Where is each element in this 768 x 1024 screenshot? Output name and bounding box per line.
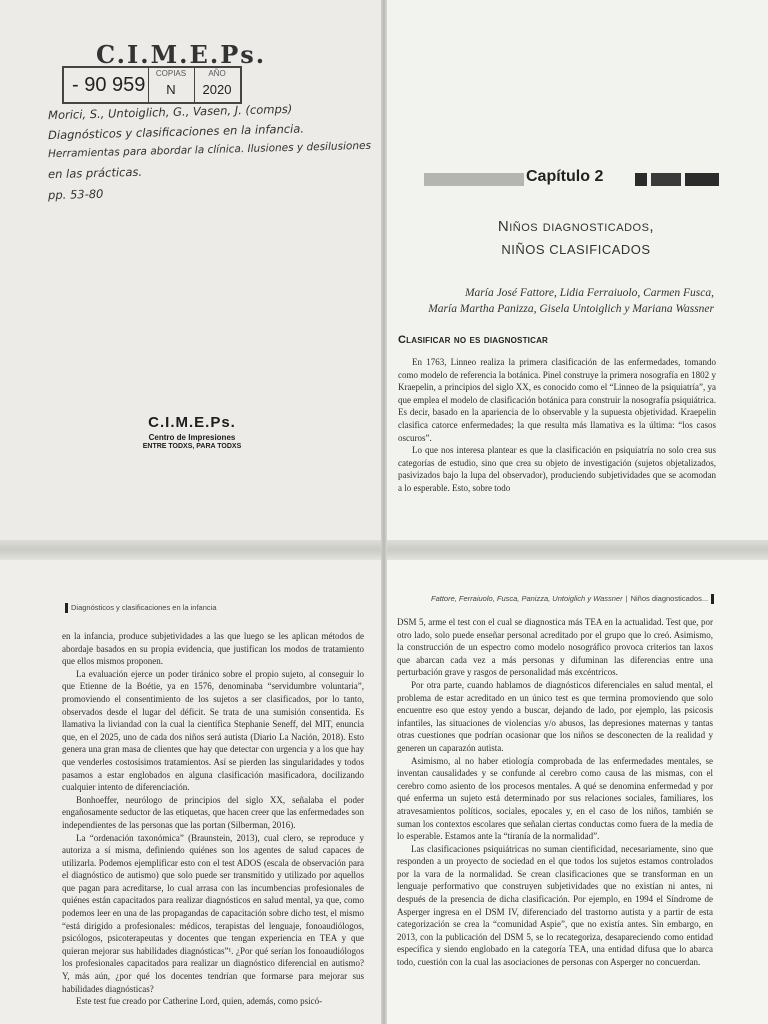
chapter-authors-line1: María José Fattore, Lidia Ferraiuolo, Carmen Fusca, bbox=[464, 287, 714, 299]
handwritten-note-line: en las prácticas. bbox=[47, 164, 143, 182]
running-head-text: Diagnósticos y clasificaciones en la infancia bbox=[71, 603, 217, 612]
paragraph: La “ordenación taxonómica” (Braunstein, 2013), cual clero, se reproduce y autoriza a sí misma, definiendo quiénes son los agentes de salud capaces de utilizarla. Podemos ejemplificar esto con el test ADOS (escala de observación para el diagnóstico de autismo) que solo puede ser transmitido y utilizado por aquellos que pagan para acreditarse, lo cual arrasa con las incumbencias profesionales de quiénes están capacitados para realizar diagnósticos en salud mental, ya que, como podemos leer en una de las propagandas de capacitación sobre dicho test, el mismo “está dirigido a profesionales: médicos, terapistas del lenguaje, fonoaudiólogos, psicólogos, psicoterapeutas y docentes que tengan experiencia en TEA y que quieran mejorar sus habilidades diagnósticas”¹. ¿Por qué serían los fonoaudiólogos los profesionales capacitados para realizar un diagnóstico diferencial en autismo? Y, más aún, ¿por qué los docentes tendrían que formarse para mejorar sus habilidades diagnósticas? bbox=[62, 832, 364, 994]
chapter-authors-line2: María Martha Panizza, Gisela Untoiglich y Mariana Wassner bbox=[428, 303, 714, 315]
handwritten-note-line: Morici, S., Untoiglich, G., Vasen, J. (comps) bbox=[47, 101, 293, 123]
right-page-body bbox=[397, 616, 713, 1022]
paragraph: Asimismo, al no haber etiología comprobada de las enfermedades mentales, se inventan causalidades y se confunde al cerebro como causa de las mismas, con el cerebro como asiento de los procesos mentales. A qué se denomina enfermedad y por qué enferma un sujeto está determinado por sus relaciones sociales, familiares, los atravesamientos políticos, sociales, epocales y, en el caso de los niños, también se suman los contextos escolares que señalan ciertas conductas como fuera de la media de lo esperable. Estamos ante la “tiranía de la normalidad”. bbox=[397, 755, 713, 842]
running-head-title: Niños diagnosticados... bbox=[630, 594, 709, 603]
stamp-copies-value: N bbox=[166, 82, 176, 97]
paragraph: En 1763, Linneo realiza la primera clasificación de las enfermedades, tomando como modelo de referencia la botánica. Pinel construye la primera nosografía en 1802 y Kraepelin, a principios del siglo XX, es conocido como el “Linneo de la psiquiatría”, ya que emplea el modelo de clasificación botánica para construir la nosografía psiquiátrica. Es decir, basado en la apariencia de lo observable y la supuesta objetividad. Kraepelin clasifica catorce enfermedades; la que resulta más llamativa es la última: “los casos oscuros”. bbox=[398, 357, 716, 443]
running-head-marker bbox=[65, 603, 68, 613]
section-heading: Clasificar no es diagnosticar bbox=[398, 334, 549, 346]
stamp-copies-label: COPIAS bbox=[155, 69, 187, 78]
paragraph: en la infancia, produce subjetividades a las que luego se les aplican métodos de abordaje basados en su propia evidencia, que justifican los modos de tratamiento que ellos mismos proponen. bbox=[62, 631, 364, 667]
running-head-authors: Fattore, Ferraiuolo, Fusca, Panizza, Untoiglich y Wassner bbox=[431, 594, 623, 603]
cimeps-name: C.I.M.E.Ps. bbox=[148, 414, 236, 431]
page-left bbox=[0, 560, 383, 1024]
chapter-bar-block bbox=[635, 173, 647, 186]
paragraph: Las clasificaciones psiquiátricas no suman cientificidad, necesariamente, sino que responden a un proyecto de sociedad en el que todos los sujetos estamos controlados por la vara de la normalidad. Se crean clasificaciones que se transforman en un lenguaje performativo que construyen subjetividades que no existían ni antes, ni después de la presencia de dicha clasificación. Por ejemplo, en 1994 el Síndrome de Asperger ingresa en el DSM IV, diferenciado del trastorno autista y a partir de esta categorización se crea la “comunidad Aspie”, que no existía antes. Sin embargo, en 2013, con la publicación del DSM 5, se lo recategoriza, desapareciendo como entidad específica y siendo englobado en la categoría TEA, una entidad difusa que lo abarca todo, cuestión con la cual las asociaciones de personas con Asperger no concuerdan. bbox=[397, 843, 713, 968]
running-head bbox=[62, 603, 217, 613]
stamp-number: - 90 959 bbox=[72, 74, 146, 96]
library-stamp bbox=[62, 66, 242, 104]
cimeps-subtitle: Centro de Impresiones bbox=[148, 433, 236, 442]
chapter-title-line2: NIÑOS CLASIFICADOS bbox=[501, 242, 651, 257]
paragraph: La evaluación ejerce un poder tiránico sobre el propio sujeto, al conseguir lo que Etienne de la Boétie, ya en 1576, denominaba “servidumbre voluntaria”, promoviendo el consentimiento de los sujetos a ser clasificados, por lo tanto, observados desde el lugar del déficit. Se trata de una sumisión consentida. Es llamativa la liviandad con la cual la científica Stephanie Seneff, del MIT, enuncia que, en el 2025, uno de cada dos niños será autista (Diario La Nación, 2018). Esto genera una gran masa de clientes que hay que detectar con urgencia y a los que hay que venderles costosísimos tratamientos. Así se pierden las singularidades y todos pasamos a estar englobados en alguna clasificación masificadora, docilizando cualquier intento de diferenciación. bbox=[62, 668, 364, 793]
stamp-year-label: AÑO bbox=[208, 69, 226, 78]
stamp-title: C.I.M.E.Ps. bbox=[96, 40, 267, 69]
book-gutter bbox=[381, 0, 387, 1024]
chapter-body-text bbox=[398, 356, 716, 532]
paragraph: DSM 5, arme el test con el cual se diagnostica más TEA en la actualidad. Test que, por otro lado, solo puede enseñar personal acreditado por el grupo que lo creó. Asimismo, la construcción de un espectro como modelo nosográfico provoca criterios tan laxos que abarcan cada vez a más personas y difuminan las diferencias entre una perturbación grave y rasgos de personalidad más excéntricos. bbox=[397, 617, 713, 678]
handwritten-note-line: pp. 53-80 bbox=[47, 186, 104, 203]
running-head bbox=[431, 594, 717, 604]
chapter-label: Capítulo 2 bbox=[526, 168, 604, 185]
paragraph: Lo que nos interesa plantear es que la clasificación en psiquiatría no solo crea sus categorías de estudio, sino que crea su objeto de investigación (sujetos objetalizados, pasivizados bajo la lupa del observador), produciendo subjetividades que se acomodan a lo esperable. Esto, sobre todo bbox=[398, 445, 716, 493]
paragraph: Este test fue creado por Catherine Lord, quien, además, como psicó- bbox=[76, 996, 323, 1007]
paragraph: Por otra parte, cuando hablamos de diagnósticos diferenciales en salud mental, el problema de estar acreditado en un único test es que termina promoviendo que solo encuentre eso que estoy yendo a buscar, dejando de lado, por ejemplo, las psicosis infantiles, las situaciones de violencias y/o abusos, las depresiones maternas y tantas otras cuestiones que podrían ocasionar que los niños se desconecten de la realidad y generen un caparazón autista. bbox=[397, 679, 713, 753]
stamp-year-cell bbox=[194, 68, 239, 102]
running-head-marker bbox=[711, 594, 714, 604]
running-head-divider: | bbox=[625, 594, 628, 603]
chapter-bar-left bbox=[424, 173, 524, 186]
chapter-bar-block bbox=[651, 173, 681, 186]
stamp-copies-cell bbox=[148, 68, 193, 102]
cimeps-motto: ENTRE TODXS, PARA TODXS bbox=[142, 443, 242, 450]
chapter-bar-block bbox=[685, 173, 719, 186]
title-page-left bbox=[0, 0, 384, 540]
stamp-year-value: 2020 bbox=[202, 82, 232, 97]
page-right bbox=[387, 560, 768, 1024]
paragraph: Bonhoeffer, neurólogo de principios del siglo XX, señalaba el poder engañosamente seductor de las etiquetas, que hacen creer que las enfermedades son independientes de las personas que las portan (Silberman, 2016). bbox=[62, 794, 364, 830]
chapter-title-line1: Niños diagnosticados, bbox=[497, 218, 655, 235]
handwritten-note-line: Diagnósticos y clasificaciones en la infancia. bbox=[47, 121, 305, 143]
left-page-body bbox=[62, 630, 364, 1022]
handwritten-note-line: Herramientas para abordar la clínica. Ilusiones y desilusiones bbox=[47, 139, 372, 161]
